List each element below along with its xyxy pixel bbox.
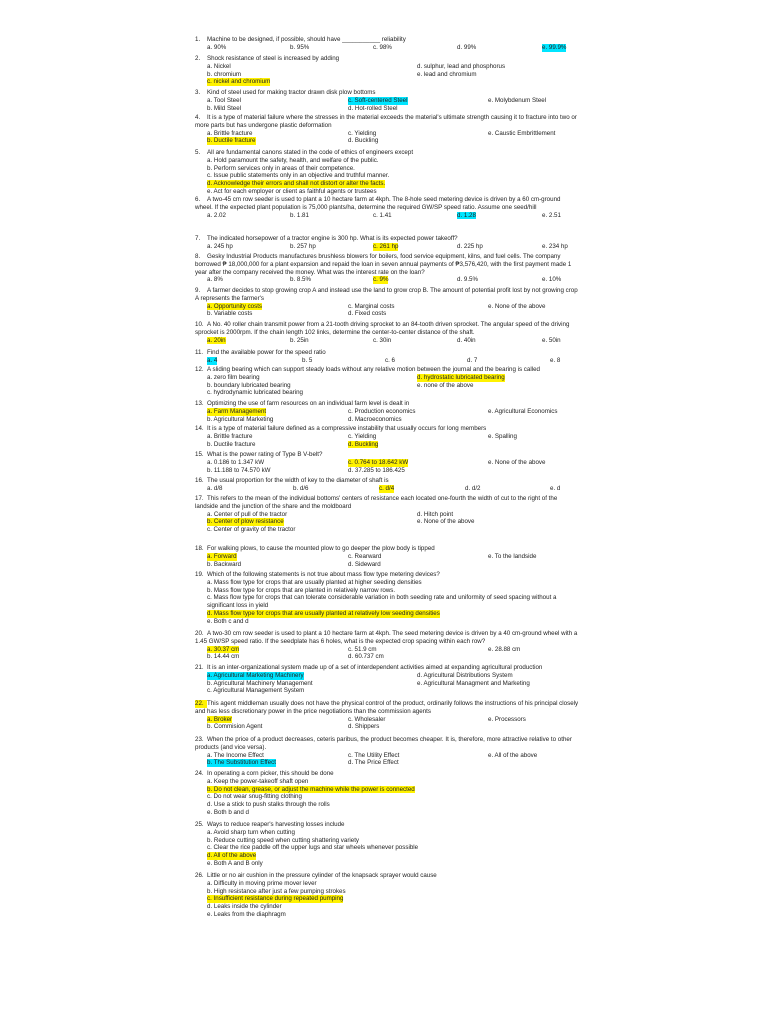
option-b: b. 257 hp	[290, 242, 316, 250]
option-c: c. Do not wear snug-fitting clothing	[207, 793, 302, 801]
option-c: c. Yielding	[348, 129, 377, 137]
question-number: 5.	[195, 149, 201, 156]
option-e: e. Caustic Embrittlement	[488, 129, 556, 137]
option-e: e. 8	[550, 356, 561, 364]
option-e: e. Molybdenum Steel	[488, 96, 547, 104]
option-a: a. d/8	[207, 484, 223, 492]
option-e: e. 2.51	[542, 211, 561, 219]
option-b: b. Backward	[207, 560, 242, 568]
option-d: d. Buckling	[348, 440, 379, 448]
option-e: e. lead and chromium	[417, 70, 477, 78]
question-number: 20.	[195, 630, 204, 637]
option-c: c. 261 hp	[373, 242, 399, 250]
question-number: 15.	[195, 451, 204, 458]
question-19	[195, 571, 580, 626]
option-a: a. Keep the power-takeoff shaft open	[207, 777, 309, 785]
option-a: a. Forward	[207, 552, 237, 560]
option-a: a. Brittle fracture	[207, 432, 253, 440]
option-c: c. 1.41	[373, 211, 392, 219]
question-number: 10.	[195, 321, 204, 328]
question-stem: Find the available power for the speed ratio	[207, 349, 326, 356]
option-d: d. sulphur, lead and phosphorus	[417, 62, 506, 70]
option-a: a. 20in	[207, 336, 226, 344]
option-c: c. Soft-centered Steel	[348, 96, 408, 104]
option-d: d. 60.737 cm	[348, 653, 384, 661]
option-a: a. 4	[207, 356, 218, 364]
option-e: e. Leaks from the diaphragm	[207, 910, 286, 918]
option-e: e. All of the above	[488, 751, 538, 759]
question-number: 11.	[195, 349, 204, 356]
option-e: e. Agricultural Economics	[488, 407, 558, 415]
option-a: a. 2.02	[207, 211, 226, 219]
option-a: a. Mass flow type for crops that are usually planted at higher seeding densities	[207, 578, 422, 586]
option-a: a. 30.37 cm	[207, 645, 240, 653]
option-a: a. Nickel	[207, 62, 231, 70]
option-a: a. Brittle fracture	[207, 129, 253, 137]
question-number: 18.	[195, 545, 204, 552]
question-10	[195, 321, 580, 344]
option-b: b. Perform services only in areas of their competence.	[207, 164, 355, 172]
question-stem: What is the power rating of Type B V-belt?	[207, 451, 323, 458]
option-d: d. Sideward	[348, 560, 381, 568]
option-b: b. Variable costs	[207, 310, 253, 318]
question-stem: This agent middleman usually does not have the physical control of the product, ordinarily follows the instructions of his principal closely and has less discretionary power in the price negotiations than the commission agents	[195, 700, 579, 715]
option-c: c. Clear the rice paddle off the upper lugs and star wheels whenever possible	[207, 844, 419, 852]
question-number: 23.	[195, 736, 204, 743]
option-d: d. 99%	[457, 43, 477, 51]
option-a: a. Farm Management	[207, 407, 267, 415]
question-number: 7.	[195, 235, 201, 242]
option-e: e. 10%	[542, 276, 562, 284]
option-d: d. 9.5%	[457, 276, 478, 284]
question-number: 24.	[195, 770, 204, 777]
option-a: a. Difficulty in moving prime mover lever	[207, 879, 317, 887]
option-d: d. Agricultural Distributions System	[417, 671, 513, 679]
option-b: b. d/6	[293, 484, 309, 492]
option-e: e. Act for each employer or client as faithful agents or trustees	[207, 187, 377, 195]
question-26	[195, 872, 580, 919]
question-stem: A farmer decides to stop growing crop A and instead use the land to grow crop B. The amount of potential profit lost by not growing crop A represents the farmer's	[195, 287, 578, 302]
option-a: a. Tool Steel	[207, 96, 241, 104]
question-number: 14.	[195, 425, 204, 432]
question-24	[195, 770, 580, 817]
question-number: 22.	[195, 700, 207, 708]
option-d: d. Fixed costs	[348, 310, 387, 318]
question-stem: It is an inter-organizational system made up of a set of interdependent activities aimed at expanding agricultural production	[207, 664, 543, 671]
question-4	[195, 114, 580, 145]
option-a: a. Broker	[207, 715, 233, 723]
option-b: b. boundary lubricated bearing	[207, 381, 291, 389]
option-c: c. Agricultural Management System	[207, 687, 305, 695]
option-b: b. High resistance after just a few pumping strokes	[207, 887, 346, 895]
question-11	[195, 349, 580, 365]
option-d: d. Hitch point	[417, 510, 454, 518]
question-stem: Shock resistance of steel is increased by adding	[207, 55, 340, 62]
option-e: e. To the landside	[488, 552, 537, 560]
question-number: 13.	[195, 400, 204, 407]
question-stem: In operating a corn picker, this should be done	[207, 770, 334, 777]
option-e: e. none of the above	[417, 381, 474, 389]
option-c: c. The Utility Effect	[348, 751, 400, 759]
option-b: b. The Substitution Effect	[207, 759, 276, 767]
option-b: b. 1.81	[290, 211, 309, 219]
question-stem: All are fundamental canons stated in the code of ethics of engineers except	[207, 149, 414, 156]
option-b: b. Reduce cutting speed when cutting shattering variety	[207, 836, 360, 844]
question-number: 17.	[195, 495, 204, 502]
option-a: a. 245 hp	[207, 242, 233, 250]
question-stem: A two-45 cm row seeder is used to plant a 10 hectare farm at 4kph. The 8-hole seed metering device is driven by a 60 cm-ground wheel. If the expected plant population is 75,000 plants/ha, determine the required GW/SP speed ratio. Assume one seed/hill	[195, 196, 561, 211]
option-c: c. 0.764 to 18.642 kW	[348, 458, 409, 466]
option-d: d. Hot-rolled Steel	[348, 104, 398, 112]
option-c: c. d/4	[379, 484, 395, 492]
option-a: a. Hold paramount the safety, health, and welfare of the public.	[207, 156, 379, 164]
option-b: b. Agricultural Machinery Management	[207, 679, 313, 687]
question-number: 1.	[195, 36, 201, 43]
question-number: 19.	[195, 571, 204, 578]
option-e: e. 50in	[542, 336, 561, 344]
question-number: 26.	[195, 872, 204, 879]
option-d: d. Shippers	[348, 723, 380, 731]
question-25	[195, 821, 580, 868]
question-13	[195, 400, 580, 423]
question-21	[195, 664, 580, 695]
option-c: c. Mass flow type for crops that can tolerate considerable variation in both seeding rate and uniformity of seed spacing without a significant loss in yield	[207, 594, 557, 610]
question-number: 21.	[195, 664, 204, 671]
option-a: a. 90%	[207, 43, 227, 51]
option-b: b. 95%	[290, 43, 310, 51]
option-b: b. Mild Steel	[207, 104, 242, 112]
option-a: a. Center of pull of the tractor	[207, 510, 288, 518]
question-number: 9.	[195, 287, 201, 294]
option-e: e. None of the above	[488, 458, 546, 466]
question-stem: The indicated horsepower of a tractor engine is 300 hp. What is its expected power takeoff?	[207, 235, 458, 242]
option-b: b. Ductile fracture	[207, 440, 256, 448]
option-c: c. hydrodynamic lubricated bearing	[207, 389, 303, 397]
option-c: c. nickel and chromium	[207, 78, 271, 86]
option-d: d. 40in	[457, 336, 476, 344]
option-c: c. 6	[385, 356, 395, 364]
option-d: d. d/2	[465, 484, 481, 492]
option-b: b. chromium	[207, 70, 242, 78]
question-9	[195, 287, 580, 318]
question-6	[195, 196, 580, 219]
option-e: e. 28.88 cm	[488, 645, 521, 653]
option-a: a. 0.186 to 1.347 kW	[207, 458, 265, 466]
option-c: c. Issue public statements only in an objective and truthful manner.	[207, 172, 390, 180]
question-stem: It is a type of material failure where the stresses in the material exceeds the material's ultimate strength causing it to fracture into two or more parts but has undergone plastic deformation	[195, 114, 577, 129]
option-d: d. hydrostatic lubricated bearing	[417, 373, 505, 381]
question-23	[195, 736, 580, 767]
option-c: c. Production economics	[348, 407, 416, 415]
question-12	[195, 366, 580, 397]
option-d: d. 225 hp	[457, 242, 483, 250]
question-number: 12.	[195, 366, 204, 373]
question-number: 25.	[195, 821, 204, 828]
question-stem: It is a type of material failure defined as a compressive instability that usually occurs for long members	[207, 425, 487, 432]
question-stem: Little or no air cushion in the pressure cylinder of the knapsack sprayer would cause	[207, 872, 437, 879]
question-16	[195, 477, 580, 493]
option-d: d. Buckling	[348, 137, 379, 145]
question-14	[195, 425, 580, 448]
option-b: b. Ductile fracture	[207, 137, 256, 145]
option-c: c. Wholesaler	[348, 715, 386, 723]
option-c: c. Yielding	[348, 432, 377, 440]
question-stem: Machine to be designed, if possible, should have ___________ reliability	[207, 36, 406, 43]
option-c: c. 9%	[373, 276, 389, 284]
option-b: b. Do not clean, grease, or adjust the machine while the power is connected	[207, 785, 415, 793]
question-stem: This refers to the mean of the individual bottoms' centers of resistance each located one-fourth the width of cut to the right of the landside and the junction of the share and the moldboard	[195, 495, 558, 510]
option-b: b. Center of plow resistance	[207, 518, 284, 526]
question-7	[195, 235, 580, 251]
question-stem: Optimizing the use of farm resources on an individual farm level is dealt in	[207, 400, 410, 407]
option-b: b. Commision Agent	[207, 723, 263, 731]
question-22	[195, 700, 580, 731]
question-number: 6.	[195, 196, 201, 203]
option-e: e. 234 hp	[542, 242, 568, 250]
question-number: 8.	[195, 253, 201, 260]
option-d: d. Use a stick to push stalks through the rolls	[207, 801, 330, 809]
option-d: d. 7	[467, 356, 478, 364]
question-number: 16.	[195, 477, 204, 484]
option-b: b. 14.44 cm	[207, 653, 240, 661]
option-a: a. Avoid sharp turn when cutting	[207, 828, 295, 836]
option-a: a. Opportunity costs	[207, 302, 263, 310]
option-e: e. Processors	[488, 715, 526, 723]
option-e: e. Agricultural Managment and Marketing	[417, 679, 530, 687]
option-c: c. 30in	[373, 336, 392, 344]
option-e: e. Both b and d	[207, 808, 249, 816]
option-d: d. Mass flow type for crops that are usually planted at relatively low seeding densities	[207, 609, 440, 617]
question-stem: For walking plows, to cause the mounted plow to go deeper the plow body is tipped	[207, 545, 435, 552]
question-stem: A No. 40 roller chain transmit power from a 21-tooth driving sprocket to an 84-tooth driven sprocket. The angular speed of the driving sprocket is 2000rpm. If the chain length 102 links, determine the center-to-center distance of the shaft.	[195, 321, 570, 336]
option-d: d. Macroeconomics	[348, 415, 402, 423]
option-a: a. 8%	[207, 276, 223, 284]
question-stem: When the price of a product decreases, ceteris paribus, the product becomes cheaper. It is, therefore, more attractive relative to other products (and vice versa).	[195, 736, 572, 751]
question-stem: Kind of steel used for making tractor drawn disk plow bottoms	[207, 89, 376, 96]
option-a: a. zero film bearing	[207, 373, 260, 381]
question-20	[195, 630, 580, 661]
option-d: d. 1.28	[457, 211, 476, 219]
question-number: 4.	[195, 114, 201, 121]
option-d: d. 37.285 to 186.425	[348, 466, 405, 474]
option-b: b. Mass flow type for crops that are planted in relatively narrow rows.	[207, 586, 396, 594]
question-17	[195, 495, 580, 534]
question-5	[195, 149, 580, 196]
question-stem: Which of the following statements is not true about mass flow type metering devices?	[207, 571, 440, 578]
option-b: b. Agricultural Marketing	[207, 415, 274, 423]
question-number: 2.	[195, 55, 201, 62]
question-stem: The usual proportion for the width of key to the diameter of shaft is	[207, 477, 389, 484]
option-c: c. Rearward	[348, 552, 382, 560]
question-8	[195, 253, 580, 284]
question-15	[195, 451, 580, 474]
question-number: 3.	[195, 89, 201, 96]
option-d: d. Acknowledge their errors and shall not distort or alter the facts.	[207, 180, 386, 188]
question-3	[195, 89, 580, 112]
question-2	[195, 55, 580, 86]
option-e: e. 99.9%	[542, 43, 567, 51]
question-stem: Ways to reduce reaper's harvesting losses include	[207, 821, 345, 828]
question-stem: A two-30 cm row seeder is used to plant a 10 hectare farm at 4kph. The seed metering device is driven by a 40 cm-ground wheel with a 1.45 GW/SP speed ratio. If the seedplate has 6 holes, what is the expected crop spacing within each row?	[195, 630, 578, 645]
option-e: e. Spalling	[488, 432, 517, 440]
question-stem: A sliding bearing which can support steady loads without any relative motion between the journal and the bearing is called	[207, 366, 540, 373]
option-b: b. 11.188 to 74.570 kW	[207, 466, 271, 474]
option-c: c. 98%	[373, 43, 392, 51]
option-d: d. Leaks inside the cylinder	[207, 903, 282, 911]
option-a: a. The Income Effect	[207, 751, 264, 759]
option-b: b. 25in	[290, 336, 309, 344]
option-c: c. Center of gravity of the tractor	[207, 526, 296, 534]
option-e: e. Both A and B only	[207, 859, 263, 867]
option-e: e. None of the above	[417, 518, 475, 526]
option-e: e. Both c and d	[207, 617, 249, 625]
option-d: d. All of the above	[207, 852, 257, 860]
option-c: c. Marginal costs	[348, 302, 395, 310]
option-d: d. The Price Effect	[348, 759, 399, 767]
question-1	[195, 36, 580, 52]
option-e: e. None of the above	[488, 302, 546, 310]
option-a: a. Agricultural Marketing Machinery	[207, 671, 304, 679]
option-b: b. 8.5%	[290, 276, 311, 284]
option-c: c. 51.9 cm	[348, 645, 377, 653]
option-e: e. d	[550, 484, 561, 492]
option-c: c. Insufficient resistance during repeated pumping	[207, 895, 344, 903]
question-stem: Gesky Industrial Products manufactures brushless blowers for boilers, food service equipment, kilns, and fuel cells. The company borrowed ₱ 18,000,000 for a plant expansion and repaid the loan in seven annual payments of ₱3,576,420, with the first payment made 1 year after the company received the money. What was the interest rate on the loan?	[195, 253, 572, 276]
question-18	[195, 545, 580, 568]
option-b: b. 5	[302, 356, 313, 364]
